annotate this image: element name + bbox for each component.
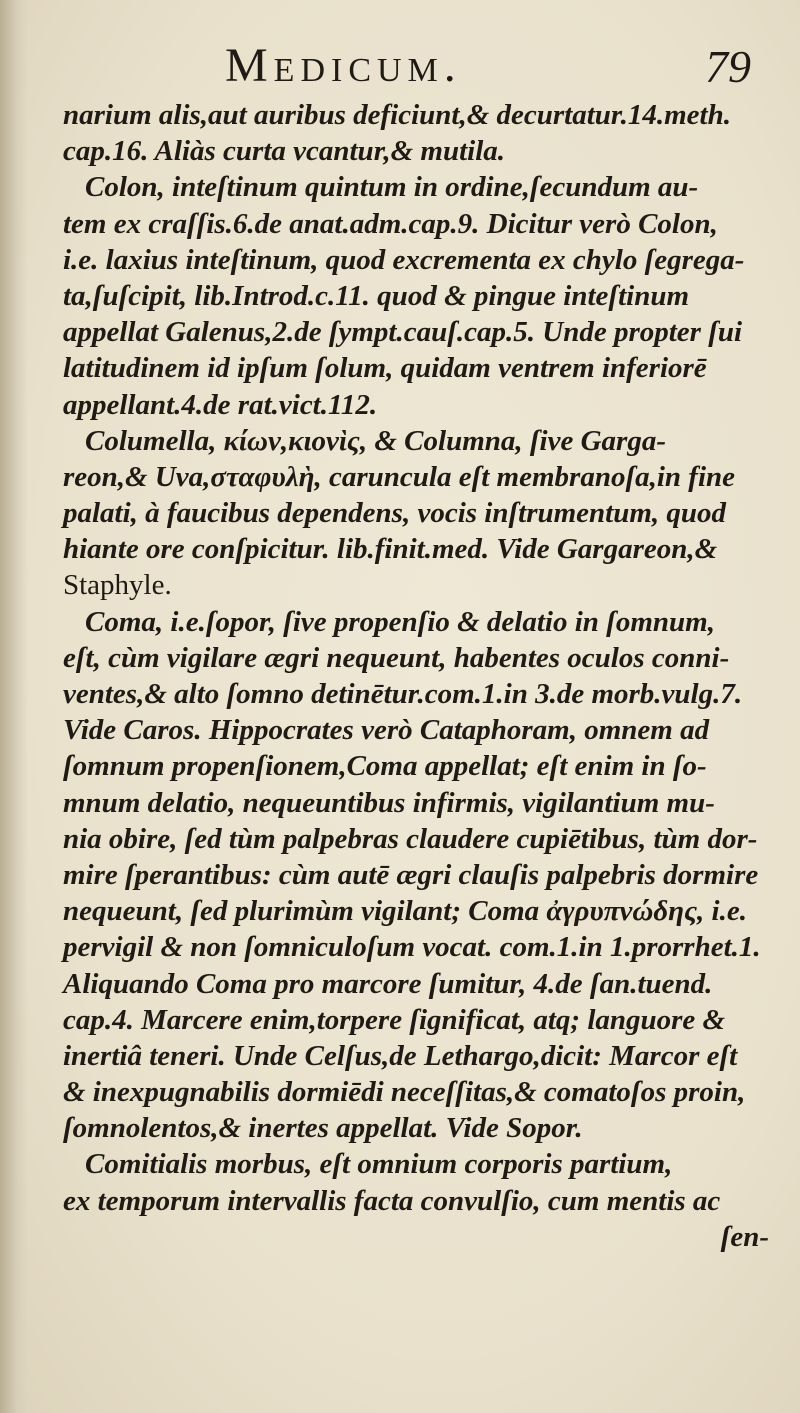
text-line: appellat Galenus,2.de ſympt.cauſ.cap.5. Unde propter ſui xyxy=(63,316,743,349)
text-line: ſomnolentos,& inertes appellat. Vide Sopor. xyxy=(63,1112,583,1145)
text-line: latitudinem id ipſum ſolum, quidam ventrem inferiorē xyxy=(63,352,707,385)
gutter-shadow xyxy=(0,0,28,1413)
text-line: hiante ore conſpicitur. lib.finit.med. Vide Gargareon,& xyxy=(63,533,718,566)
text-line: i.e. laxius inteſtinum, quod excrementa ex chylo ſegrega- xyxy=(63,243,745,276)
text-body xyxy=(63,97,775,1255)
text-line: Coma, i.e.ſopor, ſive propenſio & delatio in ſomnum, xyxy=(85,605,715,638)
text-line: Vide Caros. Hippocrates verò Cataphoram, omnem ad xyxy=(63,714,710,747)
text-line: reon,& Uva,σταφυλὴ, caruncula eſt membranoſa,in fine xyxy=(63,460,736,493)
text-line: ſomnum propenſionem,Coma appellat; eſt enim in ſo- xyxy=(63,750,707,783)
running-head xyxy=(60,38,760,98)
text-line: nequeunt, ſed plurimùm vigilant; Coma ἀγρυπνώδης, i.e. xyxy=(63,895,747,928)
text-line: ex temporum intervallis facta convulſio, cum mentis ac xyxy=(63,1184,721,1217)
text-line: mnum delatio, nequeuntibus infirmis, vigilantium mu- xyxy=(63,786,715,819)
text-line: mire ſperantibus: cùm autē ægri clauſis palpebris dormire xyxy=(63,858,759,891)
page-number: 79 xyxy=(705,41,751,92)
text-line: pervigil & non ſomniculoſum vocat. com.1.in 1.prorrhet.1. xyxy=(63,931,761,964)
running-title: Medicum. xyxy=(225,39,462,92)
text-line: palati, à faucibus dependens, vocis inſtrumentum, quod xyxy=(63,497,727,530)
text-line: tem ex craſſis.6.de anat.adm.cap.9. Dicitur verò Colon, xyxy=(63,207,718,240)
text-line: ta,ſuſcipit, lib.Introd.c.11. quod & pingue inteſtinum xyxy=(63,279,690,312)
text-line: ventes,& alto ſomno detinētur.com.1.in 3.de morb.vulg.7. xyxy=(63,678,743,710)
text-line: & inexpugnabilis dormiēdi neceſſitas,& comatoſos proin, xyxy=(63,1076,746,1109)
text-line: Columella, κίων,κιονὶς, & Columna, ſive Garga- xyxy=(85,424,666,457)
text-line: Comitialis morbus, eſt omnium corporis partium, xyxy=(85,1148,673,1181)
text-line: inertiâ teneri. Unde Celſus,de Lethargo,dicit: Marcor eſt xyxy=(63,1039,738,1072)
text-line: cap.16. Aliàs curta vcantur,& mutila. xyxy=(63,135,506,168)
text-line: eſt, cùm vigilare ægri nequeunt, habentes oculos conni- xyxy=(63,641,730,674)
text-line: Staphyle. xyxy=(63,569,172,602)
text-line: narium alis,aut auribus deficiunt,& decurtatur.14.meth. xyxy=(63,99,731,131)
text-line: cap.4. Marcere enim,torpere ſignificat, atq; languore & xyxy=(63,1003,726,1036)
text-line: Aliquando Coma pro marcore ſumitur, 4.de ſan.tuend. xyxy=(63,967,713,1000)
text-line: appellant.4.de rat.vict.112. xyxy=(63,388,378,421)
text-line: nia obire, ſed tùm palpebras claudere cupiētibus, tùm dor- xyxy=(63,822,758,855)
catchword: ſen- xyxy=(720,1220,769,1253)
text-line: Colon, inteſtinum quintum in ordine,ſecundum au- xyxy=(85,171,699,204)
